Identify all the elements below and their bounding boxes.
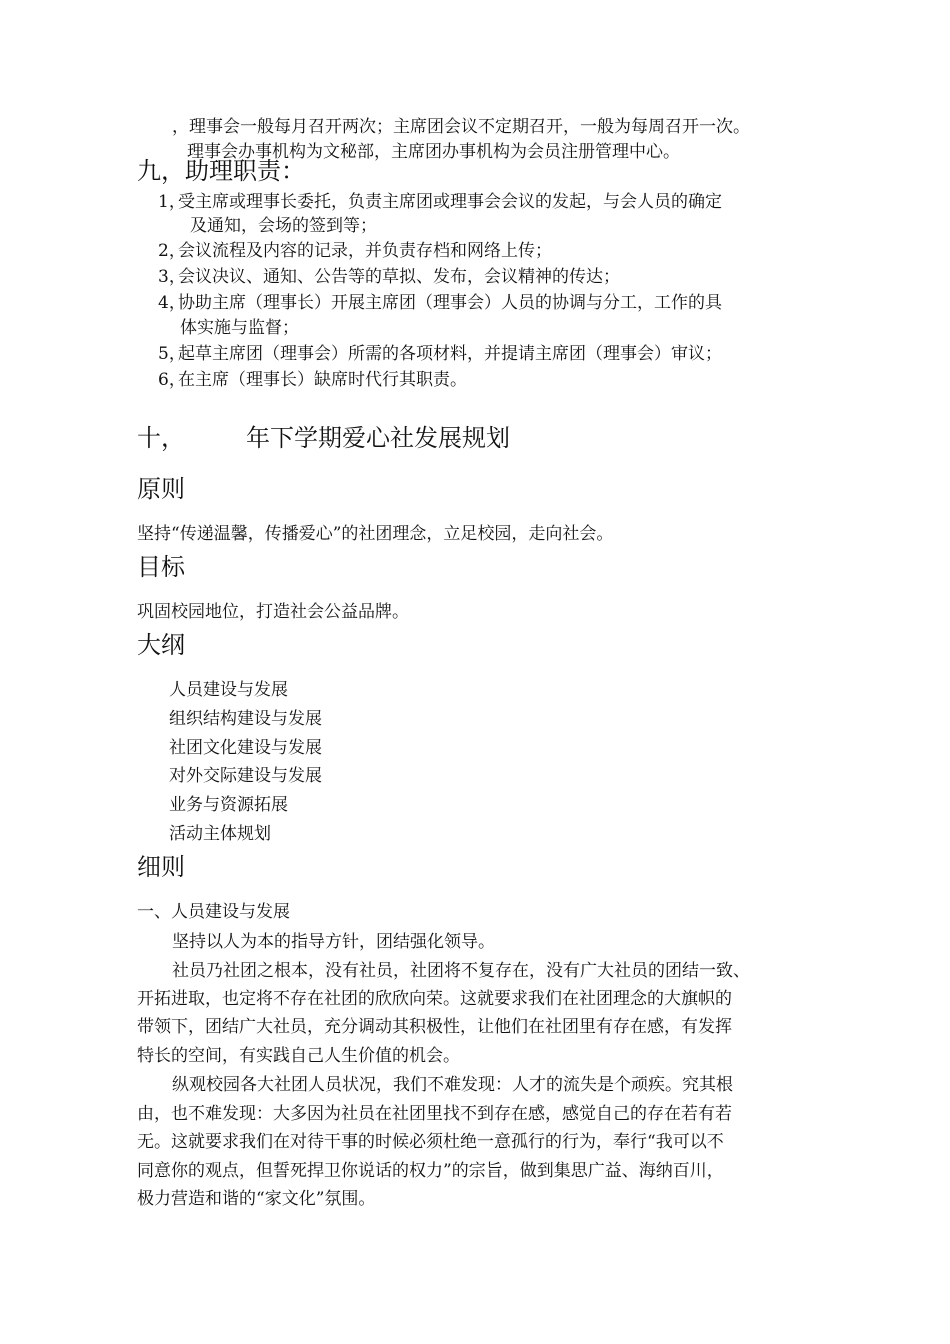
list-number: 5， <box>158 344 186 364</box>
list-item-continuation: 体实施与监督； <box>180 318 299 338</box>
section-heading: 九，助理职责： <box>137 157 305 185</box>
outline-item: 活动主体规划 <box>169 824 271 844</box>
list-item <box>158 191 722 213</box>
list-item <box>158 292 722 314</box>
list-item-continuation: 及通知，会场的签到等； <box>190 216 377 236</box>
list-item <box>158 369 467 391</box>
paragraph-line: 理事会办事机构为文秘部，主席团办事机构为会员注册管理中心。 <box>187 142 680 162</box>
paragraph-line: 开拓进取，也定将不存在社团的欣欣向荣。这就要求我们在社团理念的大旗帜的 <box>137 989 732 1009</box>
sub-heading: 一、人员建设与发展 <box>137 902 290 922</box>
list-item <box>158 266 620 288</box>
outline-item: 人员建设与发展 <box>169 680 288 700</box>
list-text: 在主席（理事长）缺席时代行其职责。 <box>178 370 467 390</box>
outline-item: 社团文化建设与发展 <box>169 738 322 758</box>
list-text: 会议流程及内容的记录，并负责存档和网络上传； <box>178 241 552 261</box>
section-heading-prefix: 十， <box>137 424 185 452</box>
paragraph-line: 同意你的观点，但誓死捍卫你说话的权力”的宗旨，做到集思广益、海纳百川， <box>137 1161 724 1181</box>
outline-item: 对外交际建设与发展 <box>169 766 322 786</box>
paragraph-line: 坚持“传递温馨，传播爱心”的社团理念，立足校园，走向社会。 <box>137 524 614 544</box>
paragraph-line: 巩固校园地位，打造社会公益品牌。 <box>137 602 409 622</box>
list-item <box>158 240 552 262</box>
paragraph-line: 由，也不难发现：大多因为社员在社团里找不到存在感，感觉自己的存在若有若 <box>137 1104 732 1124</box>
list-text: 会议决议、通知、公告等的草拟、发布，会议精神的传达； <box>178 267 620 287</box>
list-text: 受主席或理事长委托，负责主席团或理事会会议的发起，与会人员的确定 <box>178 192 722 212</box>
outline-item: 业务与资源拓展 <box>169 795 288 815</box>
list-item <box>158 343 722 365</box>
list-number: 6， <box>158 370 186 390</box>
paragraph-line: 带领下，团结广大社员，充分调动其积极性，让他们在社团里有存在感，有发挥 <box>137 1017 732 1037</box>
list-number: 4， <box>158 293 186 313</box>
paragraph-line: 社员乃社团之根本，没有社员，社团将不复存在，没有广大社员的团结一致、 <box>172 961 750 981</box>
list-number: 2， <box>158 241 186 261</box>
paragraph-line: 无。这就要求我们在对待干事的时候必须杜绝一意孤行的行为，奉行“我可以不 <box>137 1132 724 1152</box>
subsection-heading: 原则 <box>137 475 185 503</box>
list-text: 协助主席（理事长）开展主席团（理事会）人员的协调与分工，工作的具 <box>178 293 722 313</box>
paragraph-line: 特长的空间，有实践自己人生价值的机会。 <box>137 1046 460 1066</box>
subsection-heading: 细则 <box>137 853 185 881</box>
paragraph-line: 坚持以人为本的指导方针，团结强化领导。 <box>172 932 495 952</box>
list-text: 起草主席团（理事会）所需的各项材料，并提请主席团（理事会）审议； <box>178 344 722 364</box>
paragraph-line: 极力营造和谐的“家文化”氛围。 <box>137 1189 376 1209</box>
list-number: 3， <box>158 267 186 287</box>
section-heading: 年下学期爱心社发展规划 <box>246 424 510 452</box>
list-number: 1， <box>158 192 186 212</box>
outline-item: 组织结构建设与发展 <box>169 709 322 729</box>
subsection-heading: 目标 <box>137 553 185 581</box>
paragraph-line: ，理事会一般每月召开两次；主席团会议不定期召开，一般为每周召开一次。 <box>172 117 750 137</box>
paragraph-line: 纵观校园各大社团人员状况，我们不难发现：人才的流失是个顽疾。究其根 <box>172 1075 733 1095</box>
subsection-heading: 大纲 <box>137 631 185 659</box>
